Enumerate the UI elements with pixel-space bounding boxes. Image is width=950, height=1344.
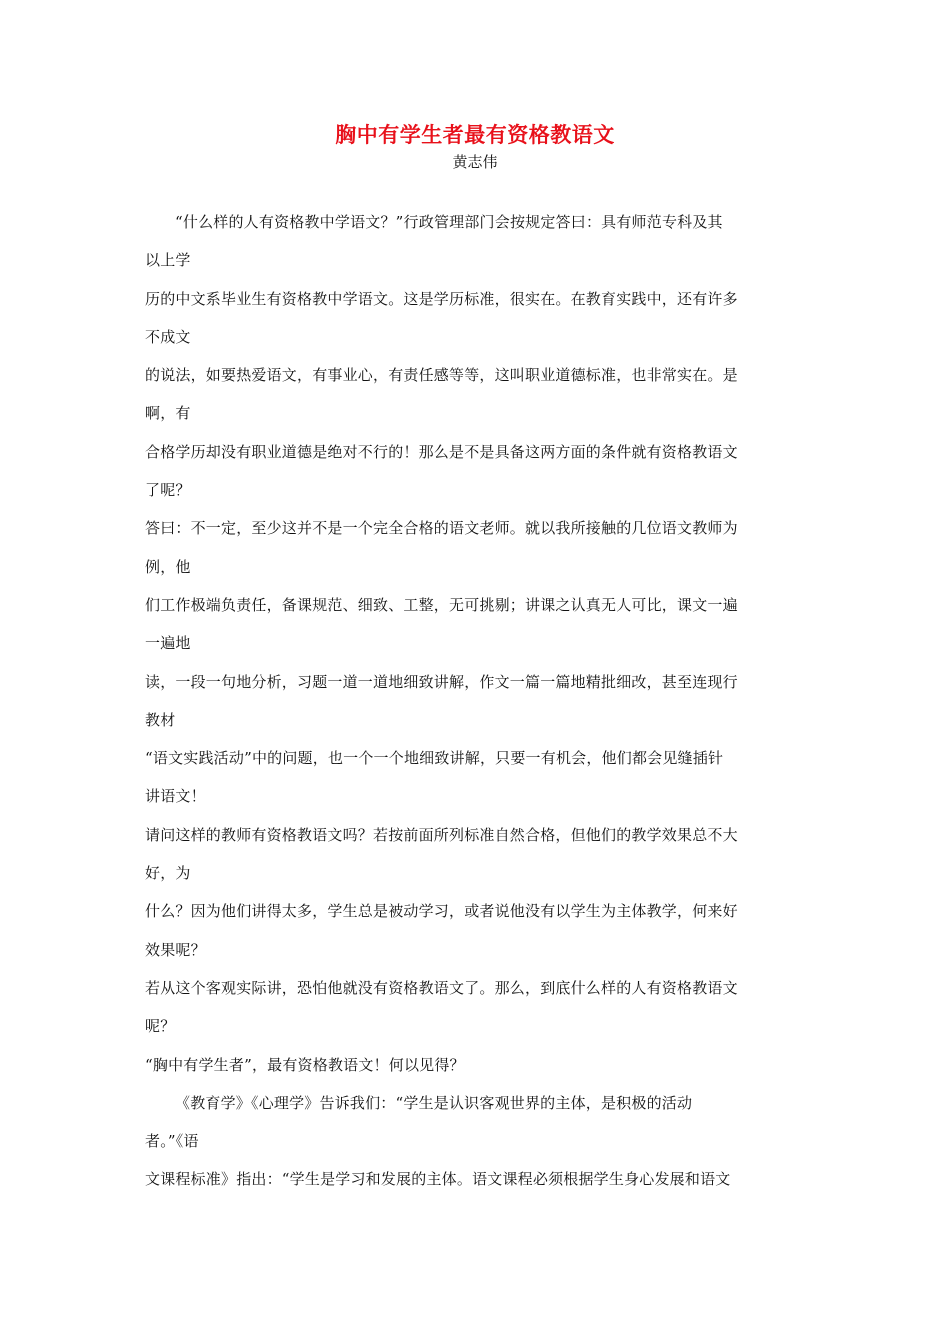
text-line: 者。”《语 xyxy=(145,1132,199,1151)
text-line: “什么样的人有资格教中学语文？”行政管理部门会按规定答曰：具有师范专科及其 xyxy=(175,213,723,231)
text-line: “语文实践活动”中的问题，也一个一个地细致讲解，只要一有机会，他们都会见缝插针 xyxy=(145,749,724,768)
text-line: 一遍地 xyxy=(145,634,191,653)
text-line: 教材 xyxy=(145,710,176,729)
text-line: 啊，有 xyxy=(145,404,191,423)
text-line: 讲语文！ xyxy=(145,787,206,806)
text-line: 读，一段一句地分析，习题一道一道地细致讲解，作文一篇一篇地精批细改，甚至连现行 xyxy=(145,672,738,691)
text-line: 们工作极端负责任，备课规范、细致、工整，无可挑剔；讲课之认真无人可比，课文一遍 xyxy=(145,595,738,614)
text-line: 不成文 xyxy=(145,327,191,346)
text-line: 历的中文系毕业生有资格教中学语文。这是学历标准，很实在。在教育实践中，还有许多 xyxy=(145,289,738,308)
text-line: 若从这个客观实际讲，恐怕他就没有资格教语文了。那么，到底什么样的人有资格教语文 xyxy=(145,978,738,997)
document-author: 黄志伟 xyxy=(452,153,498,171)
text-line: 呢？ xyxy=(145,1017,176,1036)
text-line: 请问这样的教师有资格教语文吗？若按前面所列标准自然合格，但他们的教学效果总不大 xyxy=(145,825,738,844)
text-line: 文课程标准》指出：“学生是学习和发展的主体。语文课程必须根据学生身心发展和语文 xyxy=(145,1170,731,1189)
text-line: 合格学历却没有职业道德是绝对不行的！那么是不是具备这两方面的条件就有资格教语文 xyxy=(145,442,738,461)
text-line: 效果呢？ xyxy=(145,940,206,959)
text-line: 了呢？ xyxy=(145,481,191,500)
text-line: 什么？因为他们讲得太多，学生总是被动学习，或者说他没有以学生为主体教学，何来好 xyxy=(145,902,738,921)
text-line: 答曰：不一定，至少这并不是一个完全合格的语文老师。就以我所接触的几位语文教师为 xyxy=(145,519,738,538)
text-line: 《教育学》《心理学》告诉我们：“学生是认识客观世界的主体，是积极的活动 xyxy=(175,1093,693,1112)
text-line: 以上学 xyxy=(145,251,191,270)
document-body xyxy=(145,207,810,1203)
text-line: 的说法，如要热爱语文，有事业心，有责任感等等，这叫职业道德标准，也非常实在。是 xyxy=(145,366,738,385)
text-line: 例，他 xyxy=(145,557,191,576)
text-line: 好，为 xyxy=(145,864,191,883)
text-line: “胸中有学生者”，最有资格教语文！何以见得？ xyxy=(145,1055,465,1074)
document-title: 胸中有学生者最有资格教语文 xyxy=(335,122,615,147)
